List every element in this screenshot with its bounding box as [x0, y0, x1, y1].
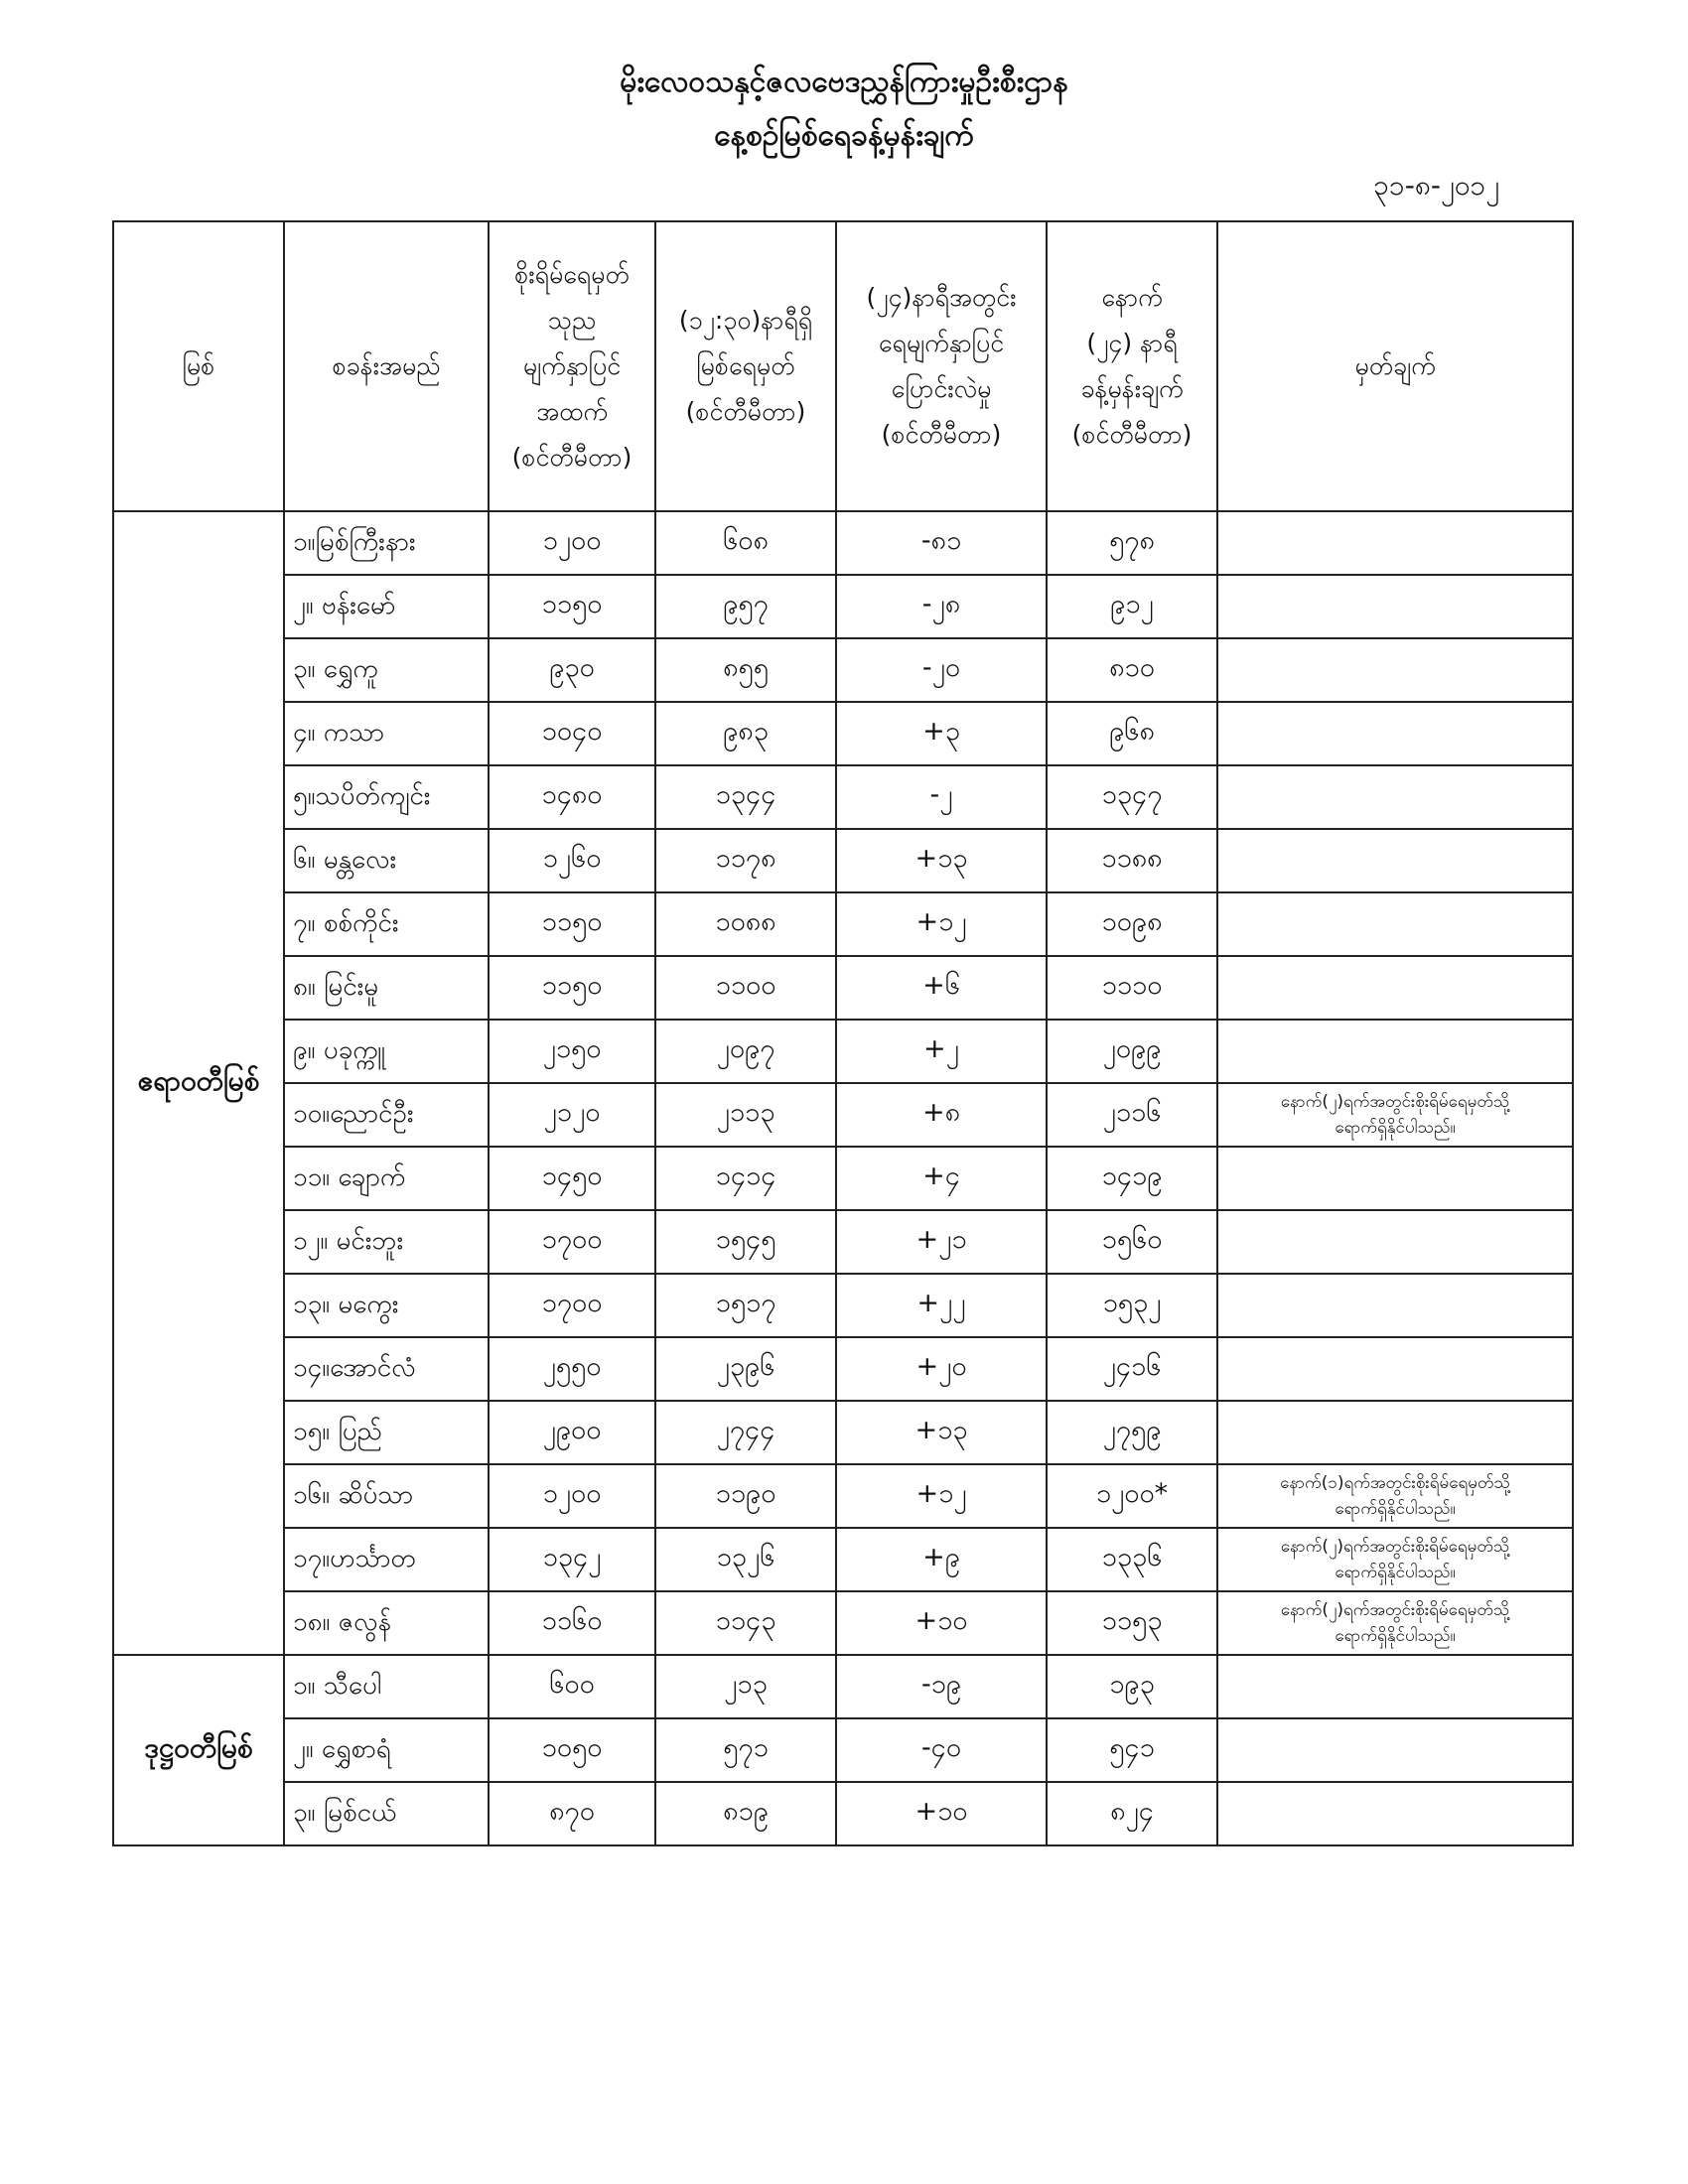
current-level-cell: ၈၁၉	[655, 1782, 836, 1845]
station-name-cell: ၂။ ရွှေစာရံ	[284, 1718, 489, 1782]
level-change-cell: -၂	[836, 765, 1047, 829]
current-level-cell: ၁၃၄၄	[655, 765, 836, 829]
table-row	[113, 1147, 1573, 1210]
remark-cell	[1217, 956, 1573, 1020]
table-row	[113, 575, 1573, 638]
table-row	[113, 638, 1573, 702]
remark-cell	[1217, 1718, 1573, 1782]
table-row	[113, 892, 1573, 956]
level-change-cell: +၂၀	[836, 1337, 1047, 1401]
remark-text: ရောက်ရှိနိုင်ပါသည်။	[1335, 1563, 1456, 1582]
level-change-cell: -၁၉	[836, 1655, 1047, 1718]
remark-cell	[1217, 1655, 1573, 1718]
remark-text: နောက်(၂)ရက်အတွင်းစိုးရိမ်ရေမှတ်သို့	[1280, 1537, 1510, 1557]
station-name-cell: ၁၂။ မင်းဘူး	[284, 1210, 489, 1274]
remark-cell	[1217, 829, 1573, 892]
remark-cell	[1217, 511, 1573, 575]
current-level-cell: ၁၁၄၃	[655, 1591, 836, 1655]
danger-level-cell: ၁၂၆၀	[489, 829, 655, 892]
forecast-level-cell: ၁၁၈၈	[1047, 829, 1217, 892]
level-change-cell: -၈၁	[836, 511, 1047, 575]
level-change-cell: +၁၃	[836, 1401, 1047, 1464]
forecast-level-cell: ၁၅၃၂	[1047, 1274, 1217, 1337]
danger-level-cell: ၂၁၅၀	[489, 1020, 655, 1083]
station-name-cell: ၆။ မန္တလေး	[284, 829, 489, 892]
level-change-cell: +၉	[836, 1528, 1047, 1591]
current-level-cell: ၅၇၁	[655, 1718, 836, 1782]
table-row	[113, 765, 1573, 829]
remark-cell	[1217, 1464, 1573, 1528]
document-subtitle: နေ့စဉ်မြစ်ရေခန့်မှန်းချက်	[714, 118, 974, 153]
remark-cell	[1217, 702, 1573, 765]
current-level-cell: ၁၁၉၀	[655, 1464, 836, 1528]
current-level-cell: ၁၁၀၀	[655, 956, 836, 1020]
table-row	[113, 511, 1573, 575]
table-body	[113, 511, 1573, 1845]
table-row	[113, 1655, 1573, 1718]
station-name-cell: ၁၅။ ပြည်	[284, 1401, 489, 1464]
danger-level-cell: ၂၉၀၀	[489, 1401, 655, 1464]
header-river: မြစ်	[113, 221, 284, 511]
remark-cell	[1217, 892, 1573, 956]
forecast-level-cell: ၂၁၁၆	[1047, 1083, 1217, 1147]
level-change-cell: +၁၂	[836, 1464, 1047, 1528]
current-level-cell: ၈၅၅	[655, 638, 836, 702]
level-change-cell: -၂၈	[836, 575, 1047, 638]
remark-cell	[1217, 765, 1573, 829]
header-forecast: နောက် (၂၄) နာရီ ခန့်မှန်းချက် (စင်တီမီတာ)	[1047, 221, 1217, 511]
header-current-level: (၁၂:၃၀)နာရီရှိ မြစ်ရေမှတ် (စင်တီမီတာ)	[655, 221, 836, 511]
table-row	[113, 1401, 1573, 1464]
danger-level-cell: ၁၂၀၀	[489, 1464, 655, 1528]
level-change-cell: +၁၂	[836, 892, 1047, 956]
forecast-level-cell: ၁၁၁၀	[1047, 956, 1217, 1020]
current-level-cell: ၁၅၄၅	[655, 1210, 836, 1274]
danger-level-cell: ၁၇၀၀	[489, 1274, 655, 1337]
forecast-level-cell: ၁၀၉၈	[1047, 892, 1217, 956]
danger-level-cell: ၆၀၀	[489, 1655, 655, 1718]
remark-text: နောက်(၂)ရက်အတွင်းစိုးရိမ်ရေမှတ်သို့	[1280, 1092, 1510, 1112]
danger-level-cell: ၁၁၅၀	[489, 956, 655, 1020]
current-level-cell: ၂၃၉၆	[655, 1337, 836, 1401]
station-name-cell: ၂။ ဗန်းမော်	[284, 575, 489, 638]
level-change-cell: +၂၁	[836, 1210, 1047, 1274]
level-change-cell: +၈	[836, 1083, 1047, 1147]
danger-level-cell: ၁၄၈၀	[489, 765, 655, 829]
forecast-level-cell: ၅၄၁	[1047, 1718, 1217, 1782]
current-level-cell: ၂၁၁၃	[655, 1083, 836, 1147]
table-row	[113, 1464, 1573, 1528]
remark-text: ရောက်ရှိနိုင်ပါသည်။	[1335, 1626, 1456, 1646]
current-level-cell: ၁၄၁၄	[655, 1147, 836, 1210]
danger-level-cell: ၁၂၀၀	[489, 511, 655, 575]
river-name-cell: ဒုဋ္ဌဝတီမြစ်	[113, 1655, 284, 1845]
remark-text: နောက်(၁)ရက်အတွင်းစိုးရိမ်ရေမှတ်သို့	[1280, 1473, 1510, 1493]
remark-text: ရောက်ရှိနိုင်ပါသည်။	[1335, 1499, 1456, 1519]
station-name-cell: ၃။ ရွှေကူ	[284, 638, 489, 702]
danger-level-cell: ၁၁၆၀	[489, 1591, 655, 1655]
forecast-level-cell: ၅၇၈	[1047, 511, 1217, 575]
header-station: စခန်းအမည်	[284, 221, 489, 511]
remark-text: နောက်(၂)ရက်အတွင်းစိုးရိမ်ရေမှတ်သို့	[1280, 1600, 1510, 1620]
table-row	[113, 1718, 1573, 1782]
forecast-level-cell: ၁၉၃	[1047, 1655, 1217, 1718]
level-change-cell: +၁၃	[836, 829, 1047, 892]
table-row	[113, 1337, 1573, 1401]
danger-level-cell: ၂၅၅၀	[489, 1337, 655, 1401]
forecast-level-cell: ၈၁၀	[1047, 638, 1217, 702]
station-name-cell: ၁၃။ မကွေး	[284, 1274, 489, 1337]
level-change-cell: +၄	[836, 1147, 1047, 1210]
forecast-table	[112, 220, 1574, 1846]
station-name-cell: ၇။ စစ်ကိုင်း	[284, 892, 489, 956]
report-date: ၃၁-၈-၂၀၁၂	[1373, 169, 1499, 202]
current-level-cell: ၂၁၃	[655, 1655, 836, 1718]
remark-cell	[1217, 1401, 1573, 1464]
forecast-level-cell: ၉၆၈	[1047, 702, 1217, 765]
level-change-cell: -၄၀	[836, 1718, 1047, 1782]
danger-level-cell: ၁၀၄၀	[489, 702, 655, 765]
forecast-level-cell: ၂၄၁၆	[1047, 1337, 1217, 1401]
remark-cell	[1217, 575, 1573, 638]
current-level-cell: ၁၃၂၆	[655, 1528, 836, 1591]
table-row	[113, 1274, 1573, 1337]
danger-level-cell: ၁၀၅၀	[489, 1718, 655, 1782]
forecast-level-cell: ၈၂၄	[1047, 1782, 1217, 1845]
level-change-cell: +၆	[836, 956, 1047, 1020]
station-name-cell: ၉။ ပခုက္ကူ	[284, 1020, 489, 1083]
remark-cell	[1217, 1337, 1573, 1401]
current-level-cell: ၉၅၇	[655, 575, 836, 638]
table-row	[113, 1210, 1573, 1274]
station-name-cell: ၁၀။ညောင်ဦး	[284, 1083, 489, 1147]
forecast-level-cell: ၁၃၄၇	[1047, 765, 1217, 829]
station-name-cell: ၄။ ကသာ	[284, 702, 489, 765]
station-name-cell: ၃။ မြစ်ငယ်	[284, 1782, 489, 1845]
level-change-cell: +၂၂	[836, 1274, 1047, 1337]
table-header-row	[113, 221, 1573, 511]
station-name-cell: ၁၁။ ချောက်	[284, 1147, 489, 1210]
station-name-cell: ၁။မြစ်ကြီးနား	[284, 511, 489, 575]
table-row	[113, 702, 1573, 765]
current-level-cell: ၉၈၃	[655, 702, 836, 765]
danger-level-cell: ၁၁၅၀	[489, 892, 655, 956]
station-name-cell: ၁၆။ ဆိပ်သာ	[284, 1464, 489, 1528]
station-name-cell: ၁၈။ ဇလွန်	[284, 1591, 489, 1655]
table-row	[113, 1528, 1573, 1591]
danger-level-cell: ၉၃၀	[489, 638, 655, 702]
remark-cell	[1217, 1274, 1573, 1337]
station-name-cell: ၅။သပိတ်ကျင်း	[284, 765, 489, 829]
level-change-cell: -၂၀	[836, 638, 1047, 702]
level-change-cell: +၂	[836, 1020, 1047, 1083]
remark-cell	[1217, 1083, 1573, 1147]
danger-level-cell: ၁၇၀၀	[489, 1210, 655, 1274]
table-row	[113, 1020, 1573, 1083]
remark-cell	[1217, 1210, 1573, 1274]
table-row	[113, 829, 1573, 892]
current-level-cell: ၂၇၄၄	[655, 1401, 836, 1464]
header-danger-level: စိုးရိမ်ရေမှတ် သုည မျက်နှာပြင် အထက် (စင်တီမီတာ)	[489, 221, 655, 511]
remark-text: ရောက်ရှိနိုင်ပါသည်။	[1335, 1118, 1456, 1138]
table-row	[113, 1083, 1573, 1147]
forecast-level-cell: ၁၂၀၀*	[1047, 1464, 1217, 1528]
remark-cell	[1217, 1147, 1573, 1210]
station-name-cell: ၈။ မြင်းမူ	[284, 956, 489, 1020]
station-name-cell: ၁၇။ဟင်္သာတ	[284, 1528, 489, 1591]
level-change-cell: +၁၀	[836, 1591, 1047, 1655]
station-name-cell: ၁။ သီပေါ	[284, 1655, 489, 1718]
remark-cell	[1217, 638, 1573, 702]
header-change: (၂၄)နာရီအတွင်း ရေမျက်နှာပြင် ပြောင်းလဲမှု (စင်တီမီတာ)	[836, 221, 1047, 511]
remark-cell	[1217, 1528, 1573, 1591]
danger-level-cell: ၁၃၄၂	[489, 1528, 655, 1591]
remark-cell	[1217, 1020, 1573, 1083]
forecast-level-cell: ၁၄၁၉	[1047, 1147, 1217, 1210]
forecast-level-cell: ၂၇၅၉	[1047, 1401, 1217, 1464]
current-level-cell: ၁၅၁၇	[655, 1274, 836, 1337]
forecast-level-cell: ၂၀၉၉	[1047, 1020, 1217, 1083]
remark-cell	[1217, 1591, 1573, 1655]
danger-level-cell: ၂၁၂၀	[489, 1083, 655, 1147]
station-name-cell: ၁၄။အောင်လံ	[284, 1337, 489, 1401]
level-change-cell: +၃	[836, 702, 1047, 765]
forecast-level-cell: ၁၃၃၆	[1047, 1528, 1217, 1591]
table-row	[113, 1591, 1573, 1655]
forecast-level-cell: ၉၁၂	[1047, 575, 1217, 638]
remark-cell	[1217, 1782, 1573, 1845]
danger-level-cell: ၁၄၅၀	[489, 1147, 655, 1210]
header-remark: မှတ်ချက်	[1217, 221, 1573, 511]
table-row	[113, 956, 1573, 1020]
forecast-level-cell: ၁၅၆၀	[1047, 1210, 1217, 1274]
document-title: မိုးလေဝသနှင့်ဇလဗေဒညွှန်ကြားမှုဦးစီးဌာန	[620, 65, 1068, 99]
river-name-cell: ဧရာဝတီမြစ်	[113, 511, 284, 1655]
table-row	[113, 1782, 1573, 1845]
level-change-cell: +၁၀	[836, 1782, 1047, 1845]
danger-level-cell: ၁၁၅၀	[489, 575, 655, 638]
current-level-cell: ၂၀၉၇	[655, 1020, 836, 1083]
current-level-cell: ၁၁၇၈	[655, 829, 836, 892]
forecast-level-cell: ၁၁၅၃	[1047, 1591, 1217, 1655]
current-level-cell: ၁၀၈၈	[655, 892, 836, 956]
current-level-cell: ၆၀၈	[655, 511, 836, 575]
danger-level-cell: ၈၇၀	[489, 1782, 655, 1845]
